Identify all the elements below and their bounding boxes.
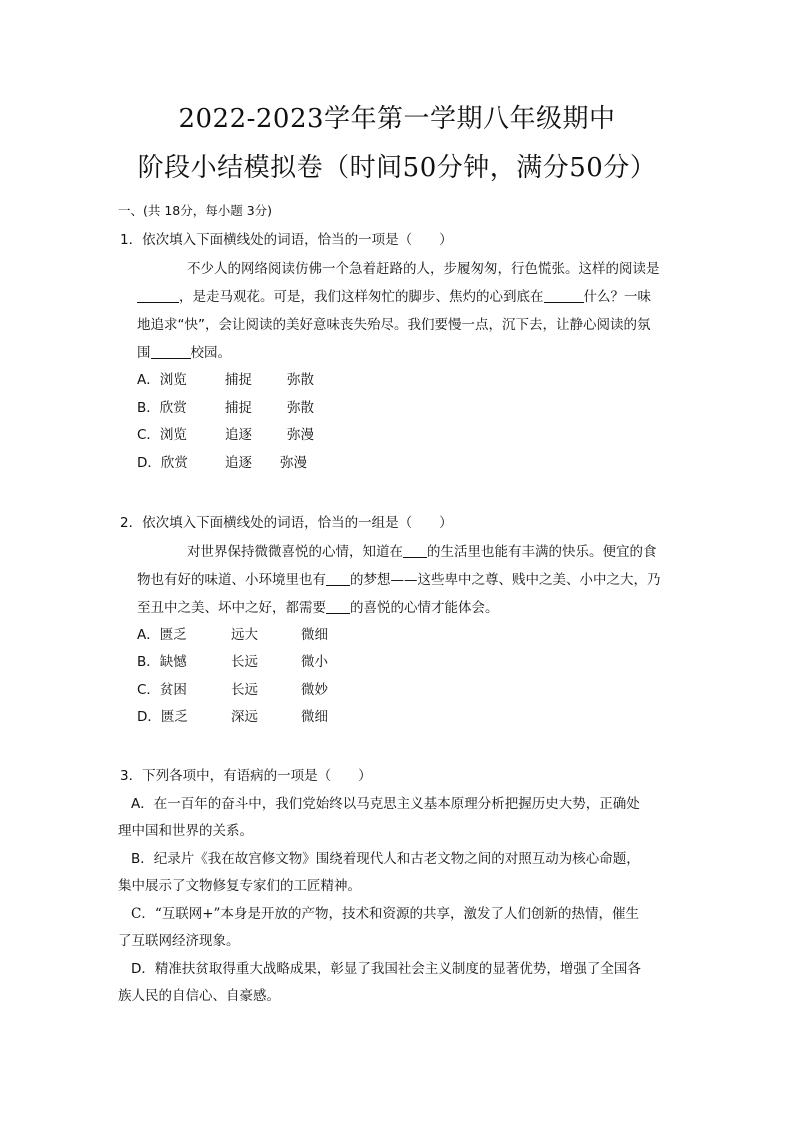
answer-blank xyxy=(137,290,179,303)
option-letter-word: A．浏览 xyxy=(137,372,187,388)
option-letter-word: D．欣赏 xyxy=(137,455,188,471)
question-3-option-a-line1[interactable]: A．在一百年的奋斗中，我们党始终以马克思主义基本原理分析把握历史大势，正确处 xyxy=(131,796,640,812)
option-letter-word: A．匮乏 xyxy=(137,627,187,643)
question-1-stem: 1．依次填入下面横线处的词语，恰当的一项是（ ） xyxy=(120,232,453,248)
question-3-option-b-line1[interactable]: B．纪录片《我在故宫修文物》围绕着现代人和古老文物之间的对照互动为核心命题， xyxy=(131,851,640,867)
passage-text: ，是走马观花。可是，我们这样匆忙的脚步、焦灼的心到底在 xyxy=(179,289,544,305)
question-2-passage-line1 xyxy=(187,540,657,560)
option-word: 追逐 xyxy=(225,455,252,471)
question-1-passage-line1: 不少人的网络阅读仿佛一个急着赶路的人，步履匆匆，行色慌张。这样的阅读是 xyxy=(187,261,660,277)
option-word: 微细 xyxy=(301,627,328,643)
question-1-passage-line3: 地追求“快”，会让阅读的美好意味丧失殆尽。我们要慢一点，沉下去，让静心阅读的氛 xyxy=(137,317,651,333)
passage-text: 什么？一味 xyxy=(583,289,651,305)
option-word: 长远 xyxy=(231,654,258,670)
question-3-option-c-line1[interactable]: C．“互联网+”本身是开放的产物，技术和资源的共享，激发了人们创新的热情，催生 xyxy=(131,906,639,922)
option-letter-word: C．贫困 xyxy=(137,682,187,698)
answer-blank xyxy=(544,290,584,303)
question-3-option-a-line2: 理中国和世界的关系。 xyxy=(118,823,253,839)
option-word: 追逐 xyxy=(225,427,252,443)
question-3-option-d-line1[interactable]: D．精准扶贫取得重大战略成果，彰显了我国社会主义制度的显著优势，增强了全国各 xyxy=(131,961,641,977)
option-word: 弥散 xyxy=(287,372,314,388)
answer-blank xyxy=(151,346,191,359)
passage-text: 的喜悦的心情才能体会。 xyxy=(350,600,499,616)
option-word: 微妙 xyxy=(301,682,328,698)
option-word: 深远 xyxy=(231,709,258,725)
answer-blank xyxy=(326,573,350,586)
passage-text: 至丑中之美、坏中之好，都需要 xyxy=(137,600,326,616)
option-letter-word: B．欣赏 xyxy=(137,400,187,416)
passage-text: 物也有好的味道、小环境里也有 xyxy=(137,572,326,588)
section-header: 一、(共 18分，每小题 3分) xyxy=(118,203,273,218)
option-letter-word: C．浏览 xyxy=(137,427,187,443)
question-1-passage-line2 xyxy=(137,285,651,305)
option-word: 捕捉 xyxy=(225,400,252,416)
question-2-stem: 2．依次填入下面横线处的词语，恰当的一组是（ ） xyxy=(120,515,453,531)
option-word: 捕捉 xyxy=(225,372,252,388)
option-letter-word: B．缺憾 xyxy=(137,654,187,670)
question-3-option-b-line2: 集中展示了文物修复专家们的工匠精神。 xyxy=(118,878,361,894)
answer-blank xyxy=(403,545,427,558)
option-word: 弥漫 xyxy=(280,455,307,471)
question-2-passage-line3 xyxy=(137,596,499,616)
option-word: 微小 xyxy=(301,654,328,670)
exam-title-line1: 2022-2023学年第一学期八年级期中 xyxy=(178,104,616,134)
question-1-passage-line4 xyxy=(137,341,231,361)
question-3-option-d-line2: 族人民的自信心、自豪感。 xyxy=(118,988,280,1004)
question-3-option-c-line2: 了互联网经济现象。 xyxy=(118,933,240,949)
option-word: 长远 xyxy=(231,682,258,698)
option-word: 远大 xyxy=(231,627,258,643)
exam-title-line2: 阶段小结模拟卷（时间50分钟，满分50分） xyxy=(137,153,657,183)
option-word: 弥散 xyxy=(287,400,314,416)
passage-text: 的梦想——这些卑中之尊、贱中之美、小中之大，乃 xyxy=(350,572,661,588)
passage-text: 的生活里也能有丰满的快乐。便宜的食 xyxy=(427,544,657,560)
passage-text: 对世界保持微微喜悦的心情，知道在 xyxy=(187,544,403,560)
option-word: 微细 xyxy=(301,709,328,725)
passage-text: 校园。 xyxy=(190,345,231,361)
option-word: 弥漫 xyxy=(287,427,314,443)
option-letter-word: D．匮乏 xyxy=(137,709,188,725)
question-3-stem: 3．下列各项中，有语病的一项是（ ） xyxy=(120,768,372,784)
question-2-passage-line2 xyxy=(137,568,661,588)
passage-text: 围 xyxy=(137,345,151,361)
answer-blank xyxy=(326,601,350,614)
